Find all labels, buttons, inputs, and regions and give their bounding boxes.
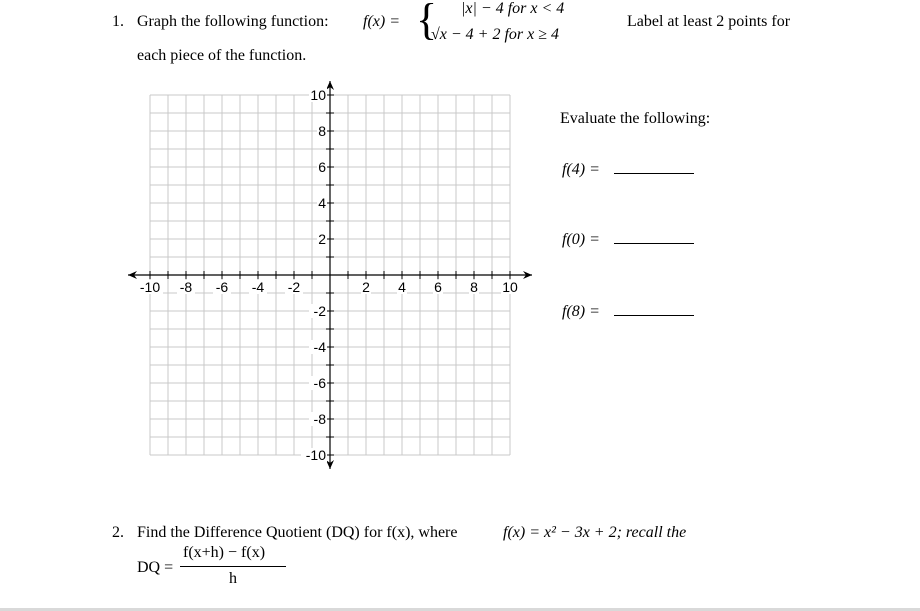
function-name: f(x) = [363,13,400,30]
x-tick-label: 2 [362,279,370,295]
problem-2-number: 2. [112,524,124,541]
evaluate-label: f(4) = [562,161,600,178]
piecewise-brace: { [416,0,438,44]
piece-2: √x − 4 + 2 for x ≥ 4 [431,26,560,43]
problem-1-text: Graph the following function: [137,13,329,30]
evaluate-heading: Evaluate the following: [560,110,711,127]
evaluate-item-f8 [562,303,694,321]
dq-label: DQ = [137,559,174,576]
x-tick-label: 8 [470,279,478,295]
y-tick-label: -10 [305,447,326,463]
y-tick-label: 10 [310,87,326,103]
x-tick-label: 4 [398,279,406,295]
y-tick-label: -4 [313,339,326,355]
y-tick-label: -2 [313,303,326,319]
problem-2-text: Find the Difference Quotient (DQ) for f(x), where [137,524,458,541]
dq-denominator: h [229,570,237,587]
evaluate-label: f(0) = [562,231,600,248]
y-tick-label: 4 [318,195,326,211]
evaluate-item-f0 [562,231,694,249]
y-tick-label: -6 [313,375,326,391]
x-tick-label: -4 [251,279,265,295]
fraction-bar [180,566,286,567]
answer-blank[interactable] [614,161,694,174]
evaluate-item-f4 [562,161,694,179]
problem-2-function: f(x) = x² − 3x + 2; recall the [503,524,687,541]
x-tick-label: -2 [287,279,301,295]
piece-1: |x| − 4 for x < 4 [461,0,565,17]
y-tick-label: 2 [318,231,326,247]
y-tick-label: 8 [318,123,326,139]
problem-1-continuation: each piece of the function. [137,47,307,64]
x-tick-label: -6 [215,279,229,295]
y-tick-label: -8 [313,411,326,427]
label-instruction: Label at least 2 points for [627,13,791,30]
y-tick-label: 6 [318,159,326,175]
x-tick-label: 10 [502,279,518,295]
problem-1-number: 1. [112,13,124,30]
dq-numerator: f(x+h) − f(x) [183,544,266,561]
x-tick-label: -8 [179,279,193,295]
evaluate-label: f(8) = [562,303,600,320]
answer-blank[interactable] [614,303,694,316]
x-tick-label: 6 [434,279,442,295]
x-tick-label: -10 [139,279,161,295]
answer-blank[interactable] [614,231,694,244]
